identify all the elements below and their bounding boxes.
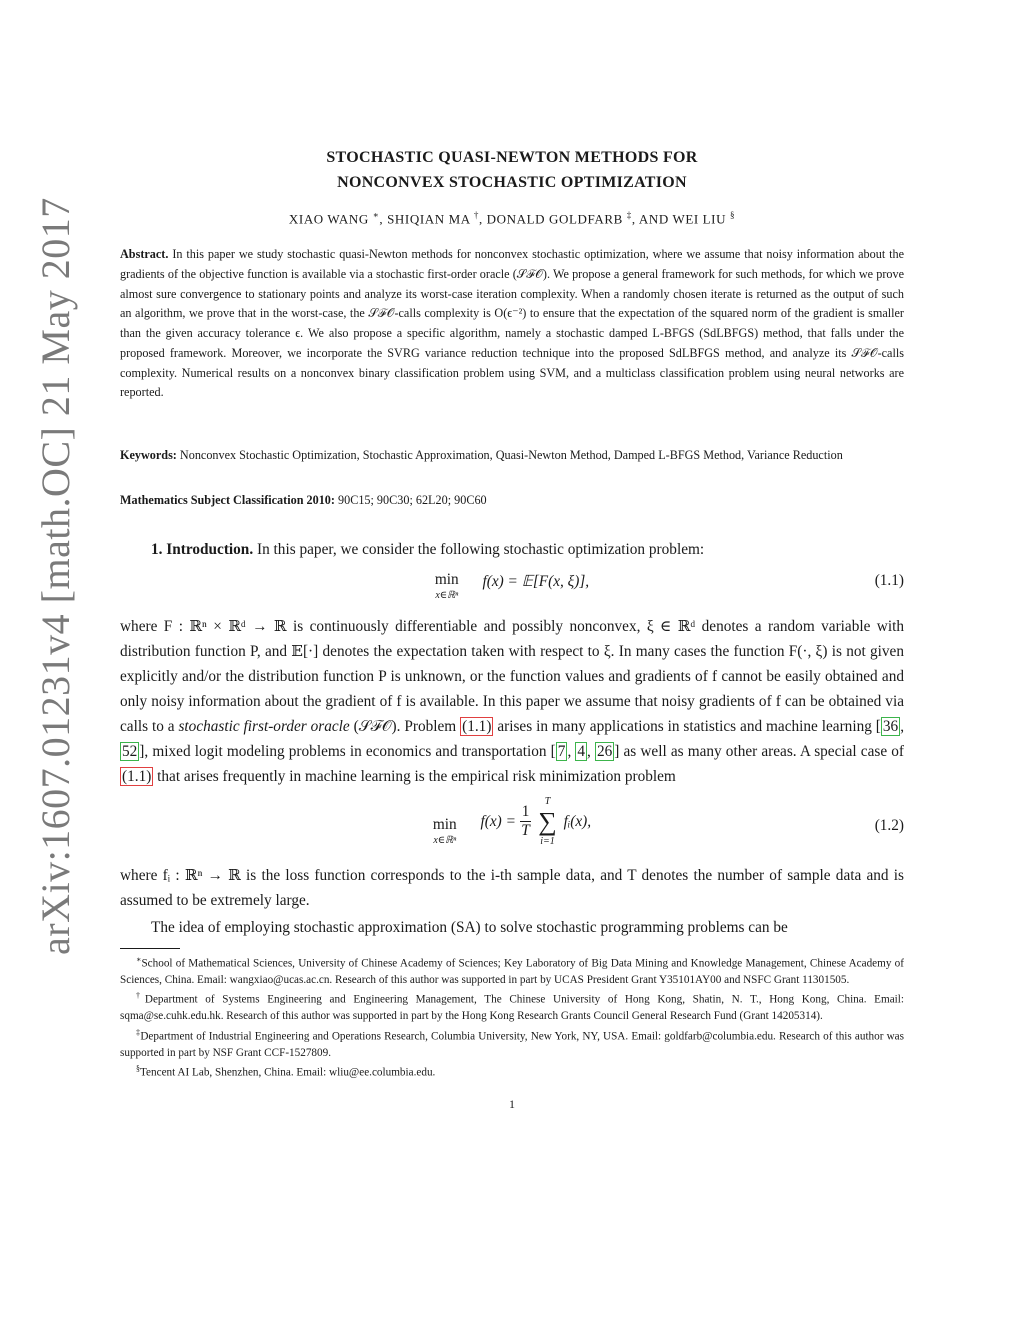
citation-link-26[interactable]: 26 [597, 742, 613, 760]
keywords [120, 445, 904, 465]
paragraph-1-text-e: as well as many other areas. A special case of [623, 742, 904, 760]
arxiv-identifier-stamp: arXiv:1607.01231v4 [math.OC] 21 May 2017 [33, 197, 78, 955]
fraction-denominator: T [521, 822, 530, 840]
footnote-2 [120, 988, 904, 1024]
footnote-4-text: Tencent AI Lab, Shenzhen, China. Email: wliu@ee.columbia.edu. [140, 1066, 436, 1079]
paragraph-1-text-a: where F : ℝⁿ × ℝᵈ → ℝ is continuously differentiable and possibly nonconvex, ξ ∈ ℝᵈ denotes a random variable with distribution function P, and 𝔼[·] denotes the expectation taken with respect to ξ. In many cases the function F(·, ξ) is not given explicitly and/or the distribution function P is unknown, or the function values and gradients of f cannot be easily obtained and only noisy information about the gradient of f is available. In this paper we assume that noisy gradients of f can be obtained via calls to a [120, 617, 904, 735]
equation-1-1-body [120, 572, 904, 604]
sum-upper-limit: T [544, 795, 551, 807]
min-subscript: x∈ℝⁿ [435, 589, 459, 601]
citation-link-7[interactable]: 7 [557, 742, 566, 760]
citation-link-4[interactable]: 4 [577, 742, 586, 760]
author-4-mark[interactable]: § [729, 210, 736, 220]
fraction [520, 803, 532, 840]
paragraph-1-text-c: arises in many applications in statistics and machine learning [497, 717, 872, 735]
footnote-2-text: Department of Systems Engineering and Engineering Management, The Chinese University of Hong Kong, Shatin, N. T., Hong Kong, China. Email: sqma@se.cuhk.edu.hk. Research of this author was supported in part by the Hong Kong Research Grants Council General Research Fund (Grant 14205314). [120, 994, 905, 1023]
equation-1-2-number: (1.2) [874, 816, 904, 834]
footnote-1-mark: ∗ [136, 954, 142, 964]
author-2: , SHIQIAN MA [379, 211, 471, 227]
author-4: , AND WEI LIU [631, 211, 727, 227]
author-3-mark[interactable]: ‡ [626, 210, 632, 220]
equation-1-2-rhs: fᵢ(x), [563, 812, 592, 830]
abstract-label: Abstract. [120, 247, 169, 262]
paragraph-3: The idea of employing stochastic approximation (SA) to solve stochastic programming problems can be [151, 918, 788, 936]
footnote-4-mark: § [136, 1063, 140, 1073]
paper-title [120, 145, 904, 195]
author-3: , DONALD GOLDFARB [478, 211, 623, 227]
intro-lead-text: In this paper, we consider the following stochastic optimization problem: [256, 540, 705, 558]
subject-classification [120, 490, 904, 510]
fraction-numerator: 1 [521, 803, 530, 821]
abstract-text: In this paper we study stochastic quasi-Newton methods for nonconvex stochastic optimization, where we assume that noisy information about the gradients of the objective function is available via a stochastic first-order oracle (𝒮ℱ𝒪). We propose a general framework for such methods, for which we prove almost sure convergence to stationary points and analyze its worst-case iteration complexity. When a randomly chosen iterate is returned as the output of such an algorithm, we prove that in the worst-case, the 𝒮ℱ𝒪-calls complexity is O(ϵ⁻²) to ensure that the expectation of the squared norm of the gradient is smaller than the given accuracy tolerance ϵ. We also propose a specific algorithm, namely a stochastic damped L-BFGS (SdLBFGS) method, that falls under the proposed framework. Moreover, we incorporate the SVRG variance reduction technique into the proposed SdLBFGS method, and analyze its 𝒮ℱ𝒪-calls complexity. Numerical results on a nonconvex binary classification problem using SVM, and a multiclass classification problem using neural networks are reported. [120, 247, 904, 400]
summation [538, 795, 557, 849]
citation-link-36[interactable]: 36 [882, 717, 899, 735]
paper-page [120, 145, 904, 1112]
min-word-2: min [432, 815, 457, 833]
abstract [120, 245, 904, 403]
min-operator-2 [433, 817, 457, 849]
sum-lower-limit: i=1 [540, 835, 555, 847]
footnote-3-mark: ‡ [136, 1027, 141, 1037]
equation-1-2 [120, 789, 904, 863]
keywords-text: Nonconvex Stochastic Optimization, Stochastic Approximation, Quasi-Newton Method, Damped L-BFGS Method, Variance Reduction [179, 447, 843, 462]
introduction-lead [120, 537, 904, 562]
footnote-3 [120, 1025, 904, 1061]
min-word: min [434, 570, 459, 588]
page-number: 1 [509, 1096, 515, 1111]
keywords-label: Keywords: [120, 447, 177, 462]
min-subscript-2: x∈ℝⁿ [433, 834, 457, 846]
footnote-3-text: Department of Industrial Engineering and Operations Research, Columbia University, New York, NY, USA. Email: goldfarb@columbia.edu. Research of this author was supported in part by NSF Grant CCF-1527809. [120, 1030, 904, 1059]
equation-1-1-number: (1.1) [874, 571, 904, 589]
footnote-1-text: School of Mathematical Sciences, University of Chinese Academy of Sciences; Key Laboratory of Big Data Mining and Knowledge Management, Chinese Academy of Sciences, China. Email: wangxiao@ucas.ac.cn. Research of this author was supported in part by UCAS President Grant Y35101AY00 and NSFC Grant 11301505. [120, 957, 904, 986]
equation-1-1-expression: f(x) = 𝔼[F(x, ξ)], [482, 572, 590, 590]
sum-symbol: ∑ [538, 806, 557, 836]
equation-ref-link-2[interactable]: (1.1) [122, 767, 152, 785]
author-2-mark[interactable]: † [473, 210, 479, 220]
footnote-4 [120, 1061, 904, 1081]
msc-label: Mathematics Subject Classification 2010: [120, 492, 335, 507]
author-1-mark[interactable]: ∗ [372, 210, 380, 220]
msc-text: 90C15; 90C30; 62L20; 90C60 [338, 492, 487, 507]
section-title: 1. Introduction. [151, 540, 254, 558]
footnote-divider [120, 948, 180, 949]
footnote-1 [120, 952, 904, 988]
paragraph-1-text-d: , mixed logit modeling problems in economics and transportation [144, 742, 547, 760]
author-list [120, 210, 904, 227]
citation-link-52[interactable]: 52 [122, 742, 138, 760]
footnotes [120, 952, 904, 1081]
equation-1-1 [120, 562, 904, 614]
paragraph-1: where F : ℝⁿ × ℝᵈ → ℝ is continuously differentiable and possibly nonconvex, ξ ∈ ℝᵈ denotes a random variable with distribution function P, and 𝔼[·] denotes the expectation taken with respect to ξ. In many cases the function F(·, ξ) is not given explicitly and/or the distribution function P is unknown, or the function values and gradients of f cannot be easily obtained and only noisy information about the gradient of f is available. In this paper we assume that noisy gradients of f can be obtained via calls to a stochastic first-order oracle (𝒮ℱ𝒪). Problem (1.1) arises in many applications in statistics and machine learning [ 36 , 52 ], mixed logit modeling problems in economics and transportation [ 7 , 4 , 26 ] as well as many other areas. A special case of (1.1) that arises frequently in machine learning is the empirical risk minimization problem [120, 617, 905, 785]
equation-ref-link[interactable]: (1.1) [462, 717, 492, 735]
paragraph-2: where fᵢ : ℝⁿ → ℝ is the loss function corresponds to the i-th sample data, and T denotes the number of sample data and is assumed to be extremely large. [120, 866, 904, 909]
author-1: XIAO WANG [288, 211, 369, 227]
equation-1-2-lhs: f(x) = [480, 812, 516, 830]
equation-1-2-body [120, 795, 904, 849]
sfo-term: stochastic first-order oracle [178, 717, 350, 735]
min-operator [435, 572, 459, 604]
footnote-2-mark: † [136, 991, 145, 1001]
title-line-1: STOCHASTIC QUASI-NEWTON METHODS FOR [326, 149, 698, 166]
title-line-2: NONCONVEX STOCHASTIC OPTIMIZATION [337, 174, 687, 191]
paragraph-1-text-b: (𝒮ℱ𝒪). Problem [353, 717, 457, 735]
paragraph-1-text-f: that arises frequently in machine learning is the empirical risk minimization problem [157, 767, 676, 785]
